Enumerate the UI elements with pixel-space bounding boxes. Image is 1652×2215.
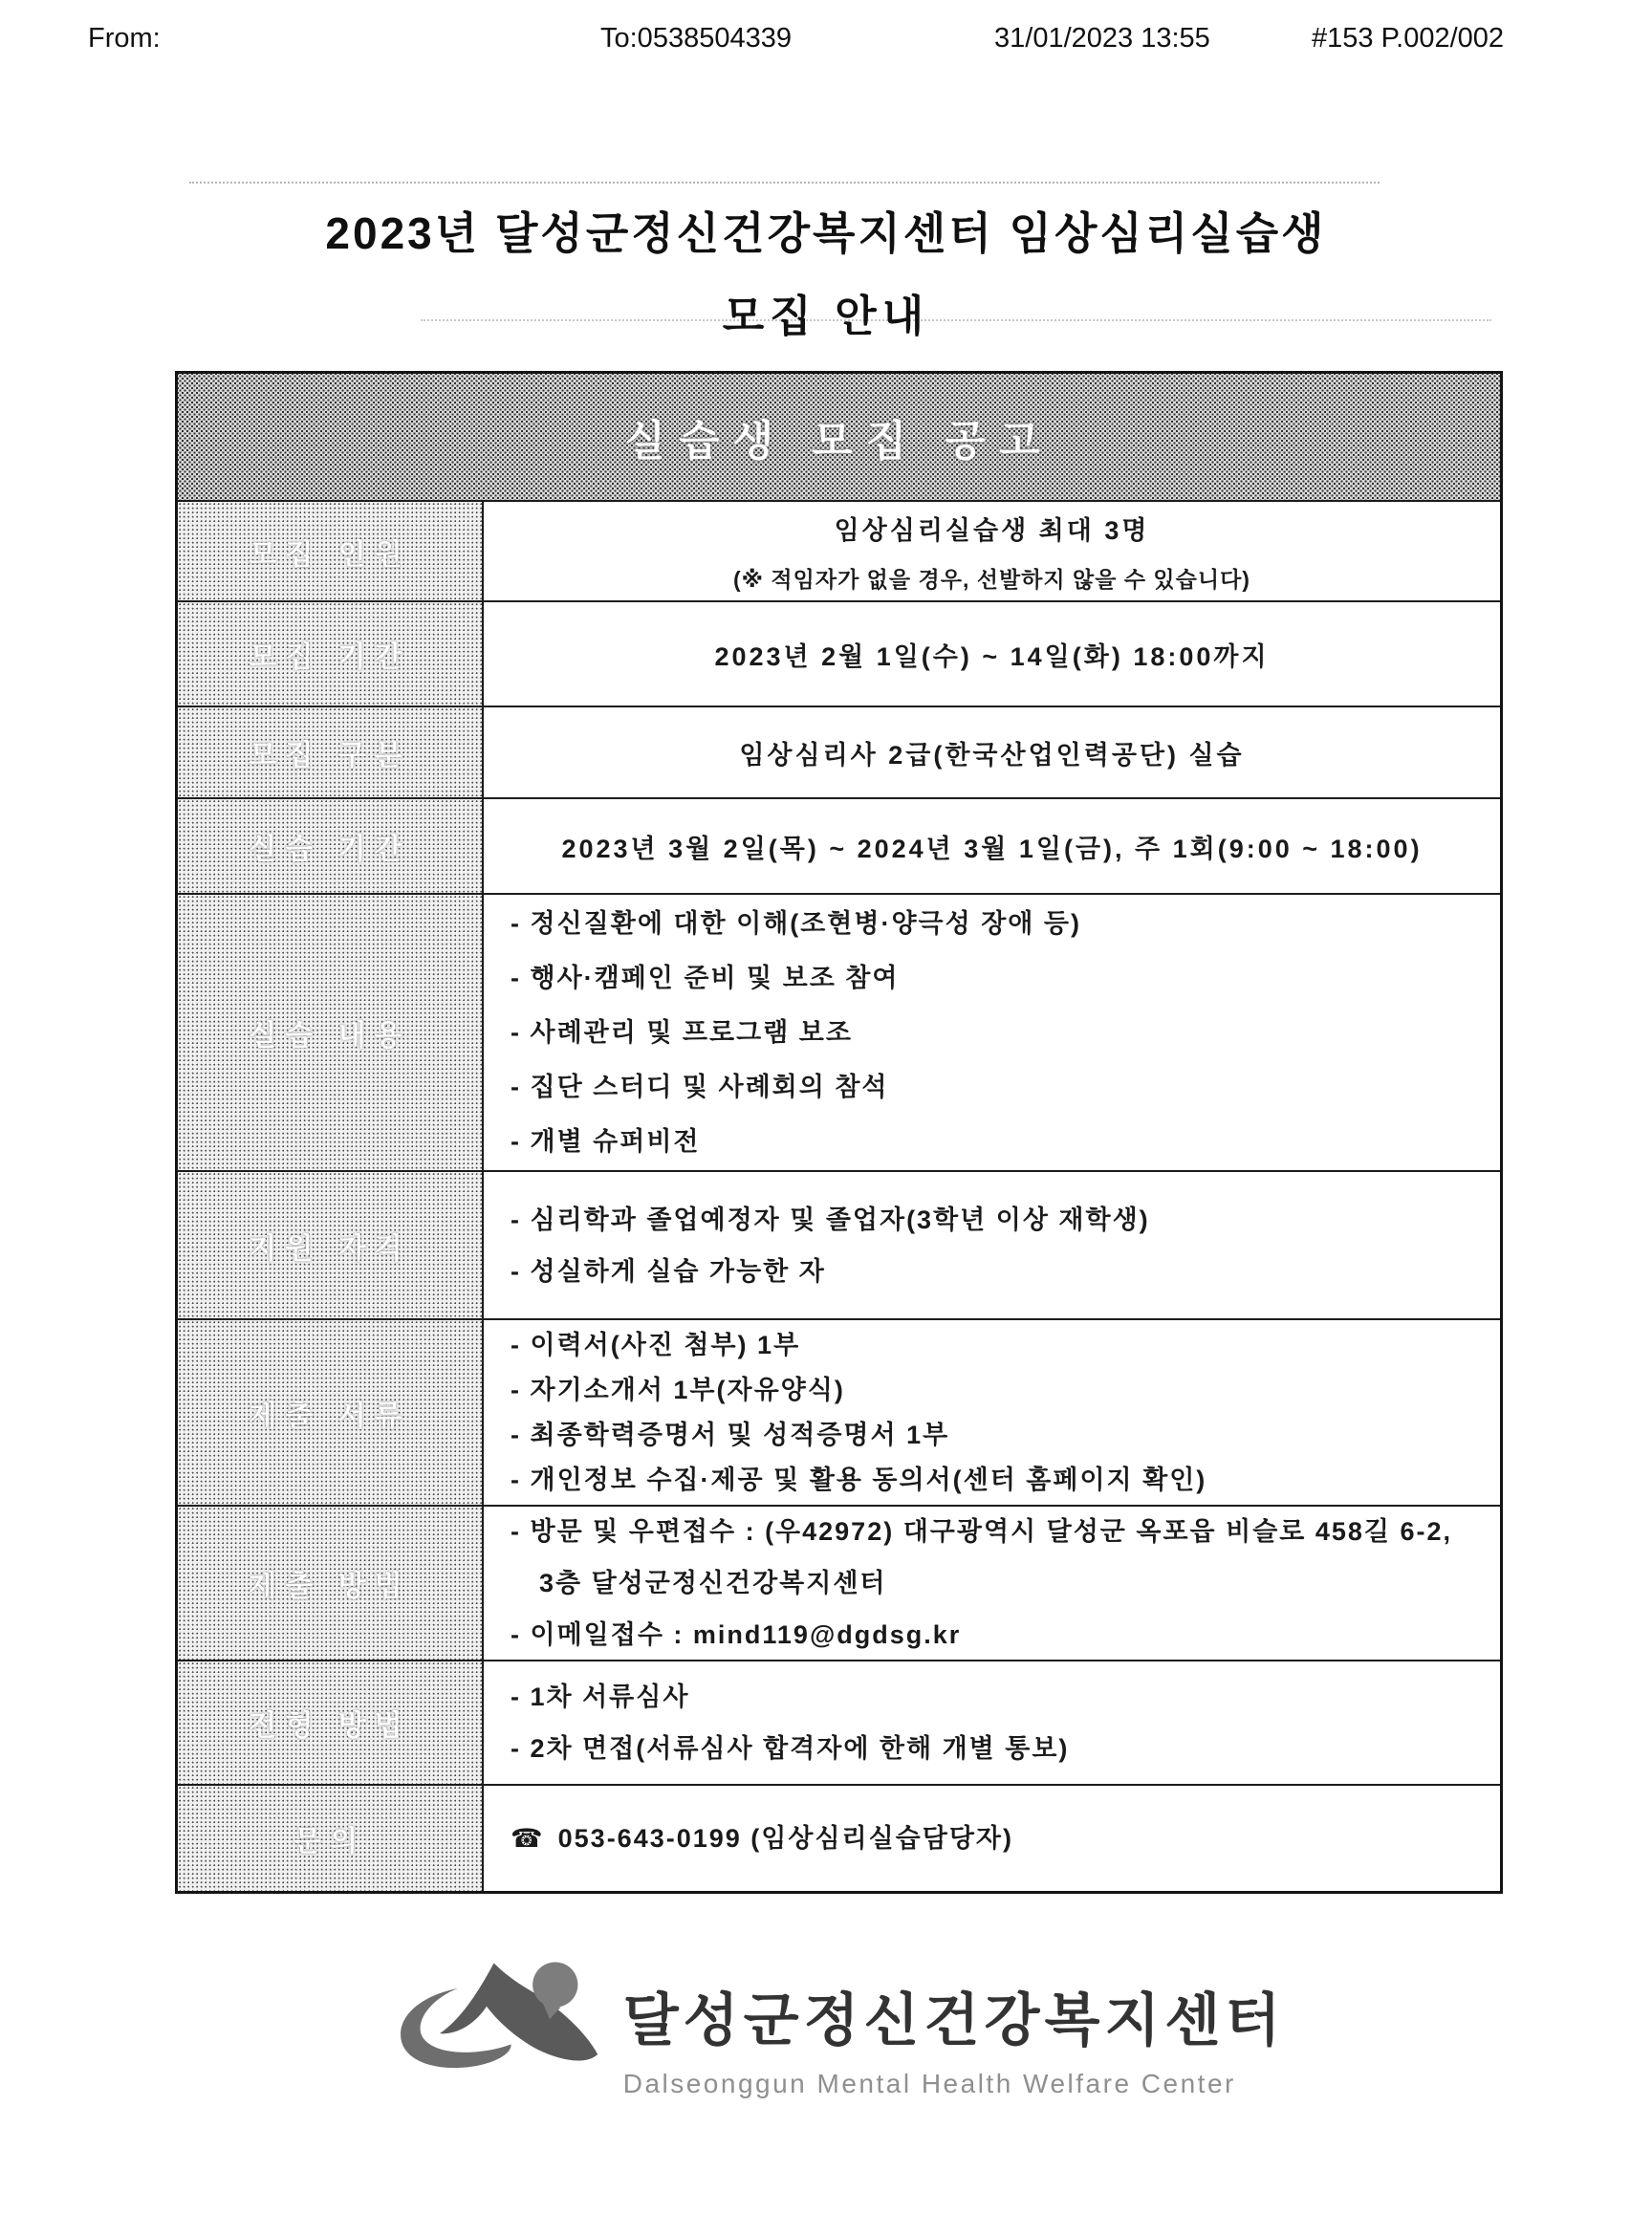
table-title-banner: 실습생 모집 공고 xyxy=(178,374,1500,500)
center-logo xyxy=(0,1962,1652,2117)
row-value: 임상심리실습생 최대 3명 xyxy=(834,515,1150,545)
logo-figure-icon xyxy=(367,1954,606,2117)
table-row-practice-content xyxy=(178,893,1500,1170)
list-item: - 성실하게 실습 가능한 자 xyxy=(511,1256,826,1286)
row-label: 실습 내용 xyxy=(178,895,484,1170)
row-label: 문의 xyxy=(178,1786,484,1891)
fax-to-number: To:0538504339 xyxy=(600,23,792,54)
list-item: - 사례관리 및 프로그램 보조 xyxy=(511,1017,853,1047)
table-row-required-documents xyxy=(178,1318,1500,1505)
table-row-qualifications xyxy=(178,1170,1500,1318)
fax-page-counter: #153 P.002/002 xyxy=(1312,23,1505,54)
table-row-recruit-category xyxy=(178,706,1500,797)
table-row-recruit-count xyxy=(178,500,1500,600)
row-label: 전형 방법 xyxy=(178,1661,484,1784)
fax-header xyxy=(0,23,1652,61)
list-item: - 최종학력증명서 및 성적증명서 1부 xyxy=(511,1420,950,1449)
list-item: - 이메일접수 : mind119@dgdsg.kr xyxy=(511,1620,962,1649)
list-item: - 행사·캠페인 준비 및 보조 참여 xyxy=(511,963,900,992)
row-note: (※ 적임자가 없을 경우, 선발하지 않을 수 있습니다) xyxy=(733,566,1250,592)
row-value: 임상심리사 2급(한국산업인력공단) 실습 xyxy=(739,740,1245,770)
logo-korean-name: 달성군정신건강복지센터 xyxy=(622,1988,1286,2052)
phone-icon: ☎ xyxy=(511,1824,545,1853)
list-item: - 집단 스터디 및 사례회의 참석 xyxy=(511,1072,889,1101)
list-item: - 개인정보 수집·제공 및 활용 동의서(센터 홈페이지 확인) xyxy=(511,1465,1207,1494)
row-label: 실습 기간 xyxy=(178,799,484,893)
row-value: 2023년 2월 1일(수) ~ 14일(화) 18:00까지 xyxy=(714,641,1270,671)
fax-from-label: From: xyxy=(88,23,161,54)
contact-phone-number: 053-643-0199 (임상심리실습담당자) xyxy=(557,1824,1014,1853)
list-item: - 자기소개서 1부(자유양식) xyxy=(511,1375,845,1404)
title-line-1: 2023년 달성군정신건강복지센터 임상심리실습생 xyxy=(325,208,1327,258)
fax-datetime: 31/01/2023 13:55 xyxy=(994,23,1210,54)
list-item: - 2차 면접(서류심사 합격자에 한해 개별 통보) xyxy=(511,1734,1070,1763)
row-label: 모집 구분 xyxy=(178,707,484,797)
list-item: - 방문 및 우편접수 : (우42972) 대구광역시 달성군 옥포읍 비슬로 458길 6-2, xyxy=(511,1517,1453,1546)
table-row-selection-process xyxy=(178,1660,1500,1784)
table-row-contact xyxy=(178,1784,1500,1891)
list-item: - 심리학과 졸업예정자 및 졸업자(3학년 이상 재학생) xyxy=(511,1205,1150,1234)
row-label: 제출 방법 xyxy=(178,1507,484,1660)
row-label: 모집 인원 xyxy=(178,502,484,600)
title-line-2: 모집 안내 xyxy=(722,292,930,340)
logo-english-name: Dalseonggun Mental Health Welfare Center xyxy=(622,2069,1236,2098)
notice-table xyxy=(175,371,1503,1894)
list-item: - 개별 슈퍼비전 xyxy=(511,1126,701,1156)
table-row-submission-method xyxy=(178,1505,1500,1660)
list-item: - 이력서(사진 첨부) 1부 xyxy=(511,1330,801,1359)
list-item: - 1차 서류심사 xyxy=(511,1683,690,1711)
document-title xyxy=(0,199,1652,343)
row-label: 지원 자격 xyxy=(178,1172,484,1318)
list-item-continuation: 3층 달성군정신건강복지센터 xyxy=(539,1569,887,1597)
scan-noise-line xyxy=(189,182,1380,184)
list-item: - 정신질환에 대한 이해(조현병·양극성 장애 등) xyxy=(511,908,1081,938)
row-label: 제출 서류 xyxy=(178,1320,484,1505)
table-row-practice-period xyxy=(178,797,1500,893)
row-value: 2023년 3월 2일(목) ~ 2024년 3월 1일(금), 주 1회(9:00 ~ 18:00) xyxy=(561,834,1423,863)
row-label: 모집 기간 xyxy=(178,602,484,706)
table-row-recruit-period xyxy=(178,600,1500,706)
